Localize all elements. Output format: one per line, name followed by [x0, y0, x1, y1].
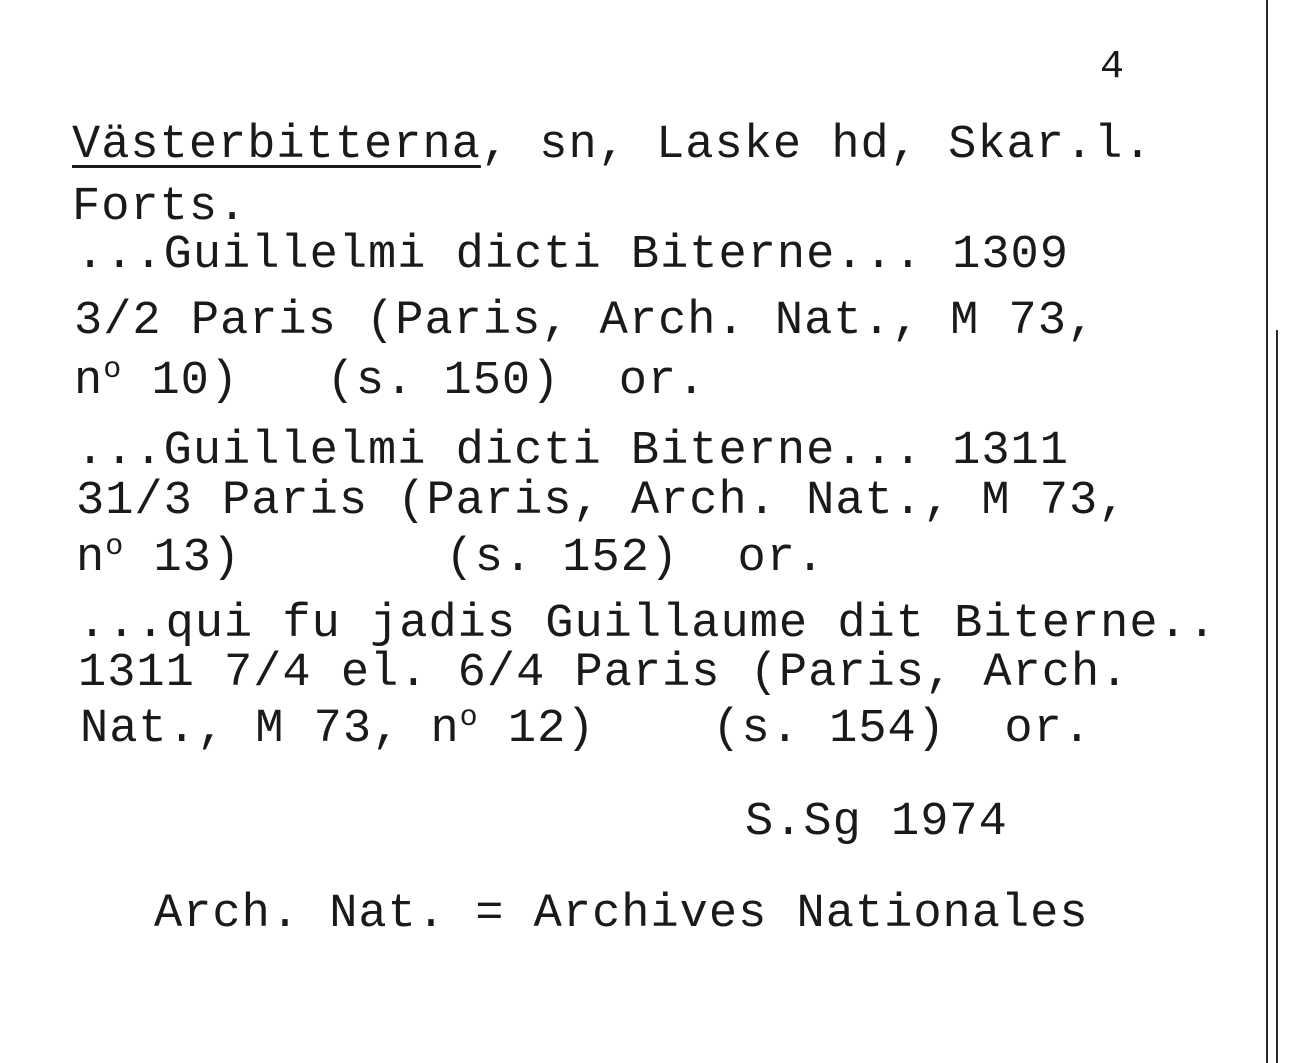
entry-2-line-3	[76, 530, 826, 585]
entry-1-num-prefix: n	[74, 355, 104, 408]
entry-2-line-2: 31/3 Paris (Paris, Arch. Nat., M 73,	[76, 475, 1128, 528]
entry-2-num-rest: 13) (s. 152) or.	[124, 532, 826, 585]
abbreviation-note: Arch. Nat. = Archives Nationales	[154, 888, 1089, 941]
entry-3-num-rest: 12) (s. 154) or.	[478, 703, 1092, 756]
entry-3-num-sup: o	[459, 701, 479, 735]
entry-2-line-1: ...Guillelmi dicti Biterne... 1311	[76, 425, 1069, 478]
heading-place: Västerbitterna	[72, 119, 481, 172]
card-edge-line-secondary	[1276, 330, 1278, 1063]
entry-3-num-prefix: Nat., M 73, n	[80, 703, 460, 756]
page-number: 4	[1100, 45, 1126, 90]
continuation-label: Forts.	[72, 181, 248, 234]
card-edge-line	[1266, 0, 1268, 1063]
entry-1-num-sup: o	[103, 353, 123, 387]
entry-1-line-1: ...Guillelmi dicti Biterne... 1309	[76, 229, 1069, 282]
signature: S.Sg 1974	[745, 796, 1008, 849]
heading-rest: , sn, Laske hd, Skar.l.	[480, 119, 1153, 172]
entry-1-num-rest: 10) (s. 150) or.	[122, 355, 707, 408]
entry-3-line-2: 1311 7/4 el. 6/4 Paris (Paris, Arch.	[78, 647, 1130, 700]
entry-3-line-1: ...qui fu jadis Guillaume dit Biterne..	[78, 598, 1217, 651]
entry-1-line-3	[74, 353, 707, 408]
entry-2-num-prefix: n	[76, 532, 106, 585]
entry-1-line-2: 3/2 Paris (Paris, Arch. Nat., M 73,	[74, 295, 1097, 348]
entry-2-num-sup: o	[105, 530, 125, 564]
heading-line	[72, 119, 1153, 172]
entry-3-line-3	[80, 701, 1092, 756]
